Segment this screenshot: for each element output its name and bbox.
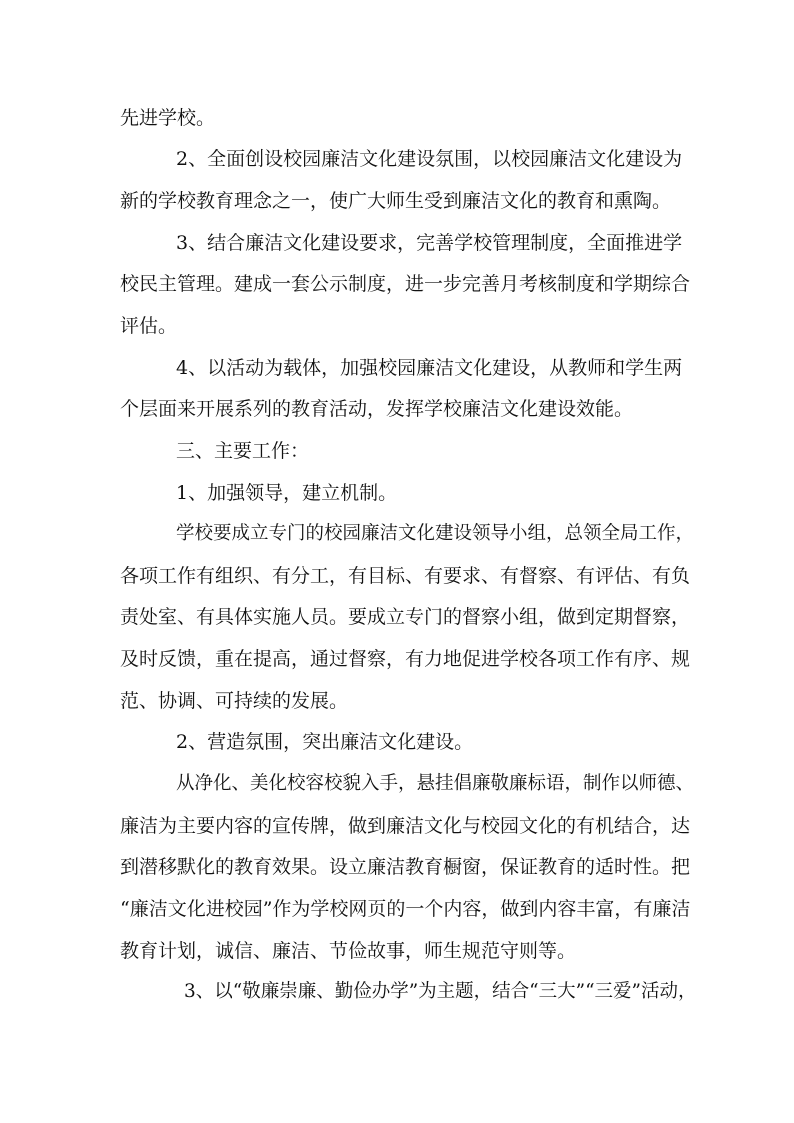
text-line: 2、全面创设校园廉洁文化建设氛围，以校园廉洁文化建设为 [176, 148, 683, 170]
text-line: 范、协调、可持续的发展。 [120, 690, 349, 712]
text-line: 及时反馈，重在提高，通过督察，有力地促进学校各项工作有序、规 [120, 648, 691, 670]
text-line: 教育计划，诚信、廉洁、节俭故事，师生规范守则等。 [120, 940, 577, 962]
text-line: 廉洁为主要内容的宣传牌，做到廉洁文化与校园文化的有机结合，达 [120, 815, 691, 837]
text-line: 到潜移默化的教育效果。设立廉洁教育橱窗，保证教育的适时性。把 [120, 856, 691, 878]
text-line: 新的学校教育理念之一，使广大师生受到廉洁文化的教育和熏陶。 [120, 190, 672, 212]
text-line: 评估。 [120, 315, 178, 337]
text-line: 从净化、美化校容校貌入手，悬挂倡廉敬廉标语，制作以师德、 [176, 773, 695, 794]
text-line: 3、以“敬廉崇廉、勤俭办学”为主题，结合“三大”“三爱”活动， [184, 981, 697, 1002]
text-line: 4、以活动为载体，加强校园廉洁文化建设，从教师和学生两 [176, 357, 683, 379]
subsection-heading: 2、营造氛围，突出廉洁文化建设。 [176, 731, 474, 753]
text-line: 校民主管理。建成一套公示制度，进一步完善月考核制度和学期综合 [120, 273, 691, 295]
text-line: 学校要成立专门的校园廉洁文化建设领导小组，总领全局工作， [176, 523, 695, 544]
text-line: 个层面来开展系列的教育活动，发挥学校廉洁文化建设效能。 [120, 398, 634, 420]
subsection-heading: 1、加强领导，建立机制。 [176, 482, 398, 504]
section-heading: 三、主要工作： [176, 440, 310, 462]
text-line: “廉洁文化进校园”作为学校网页的一个内容，做到内容丰富，有廉洁 [120, 898, 691, 920]
text-line: 3、结合廉洁文化建设要求，完善学校管理制度，全面推进学 [176, 232, 683, 254]
text-line: 各项工作有组织、有分工，有目标、有要求、有督察、有评估、有负 [120, 565, 691, 587]
text-line: 先进学校。 [120, 107, 216, 129]
text-line: 责处室、有具体实施人员。要成立专门的督察小组，做到定期督察， [120, 606, 691, 628]
